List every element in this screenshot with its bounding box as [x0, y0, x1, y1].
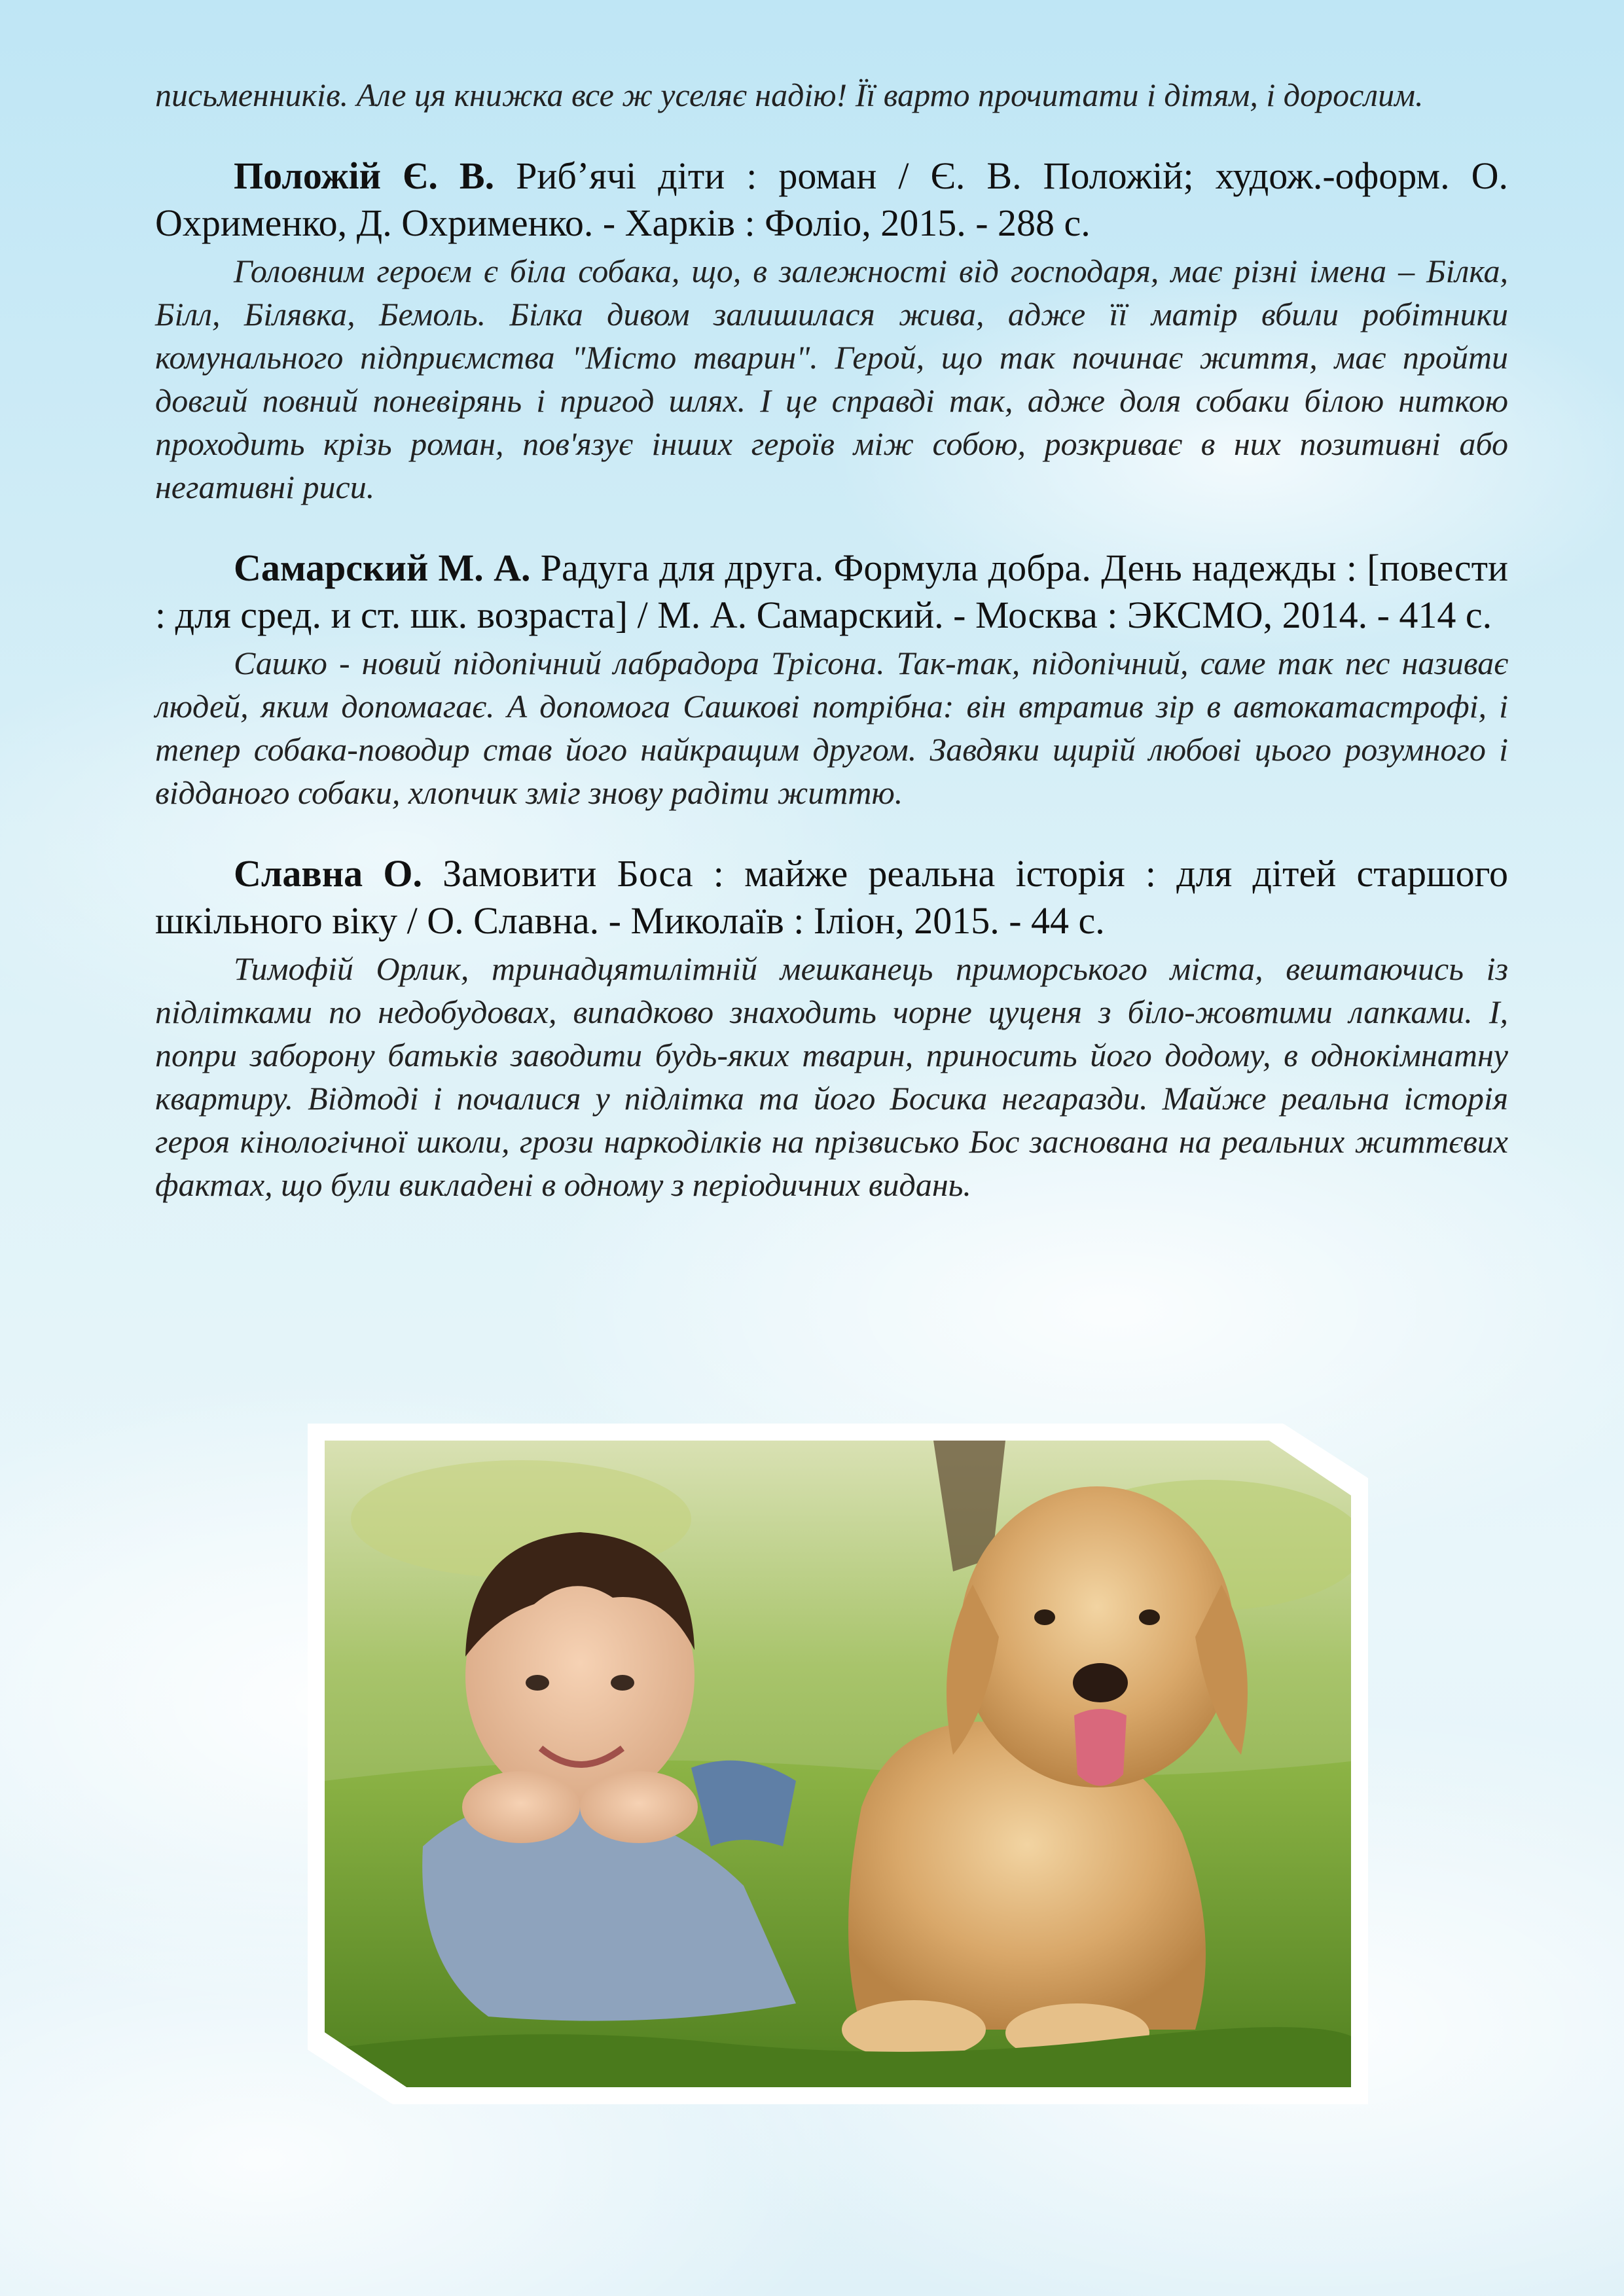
entry-annotation: Сашко - новий підопічний лабрадора Трісона. Так-так, підопічний, саме так пес називає людей, яким допомагає. А допомога Сашкові потрібна: він втратив зір в автокатастрофі, і тепер собака-поводир став його найкращим другом. Завдяки щирій любові цього розумного і відданого собаки, хлопчик зміг знову радіти життю.	[155, 645, 1508, 811]
entry-polozhiy	[155, 152, 1508, 247]
entry-annotation: Тимофій Орлик, тринадцятилітній мешканець приморського міста, вештаючись із підлітками по недобудовах, випадково знаходить чорне цуценя з біло-жовтими лапками. І, попри заборону батьків заводити будь-яких тварин, приносить його додому, в однокімнатну квартиру. Відтоді і почалися у підлітка та його Босика негаразди. Майже реальна історія героя кінологічної школи, грози наркоділків на прізвисько Бос заснована на реальних життєвих фактах, що були викладені в одному з періодичних видань.	[155, 950, 1508, 1203]
entry-author: Самарский М. А.	[234, 547, 531, 589]
entry-citation: Радуга для друга. Формула добра. День надежды : [повести : для сред. и ст. шк. возраста] / М. А. Самарский. - Москва : ЭКСМО, 2014. - 414 с.	[155, 547, 1509, 636]
entry-slavna	[155, 850, 1508, 944]
entry-annotation: Головним героєм є біла собака, що, в залежності від господаря, має різні імена – Білка, Білл, Білявка, Бемоль. Білка дивом залишилася жива, адже її матір вбили робітники комунального підприємства "Місто тварин". Герой, що так починає життя, має пройти довгий повний поневірянь і пригод шлях. І це справді так, адже доля собаки білою ниткою проходить крізь роман, пов'язує інших героїв між собою, розкриває в них позитивні або негативні риси.	[155, 253, 1508, 505]
entry-author: Положій Є. В.	[234, 154, 495, 197]
page-text	[155, 73, 1508, 1206]
intro-annotation: письменників. Але ця книжка все ж уселяє надію! Її варто прочитати і дітям, і дорослим.	[155, 77, 1424, 113]
photo-frame	[308, 1424, 1368, 2104]
entry-citation: Риб’ячі діти : роман / Є. В. Положій; худож.-оформ. О. Охрименко, Д. Охрименко. - Харків : Фоліо, 2015. - 288 с.	[155, 154, 1508, 244]
photo-illustration	[325, 1441, 1351, 2087]
boy-and-dog-photo	[325, 1441, 1351, 2087]
entry-samarsky	[155, 545, 1508, 639]
entry-citation: Замовити Боса : майже реальна історія : для дітей старшого шкільного віку / О. Славна. - Миколаїв : Іліон, 2015. - 44 с.	[155, 852, 1508, 942]
entry-author: Славна О.	[234, 852, 422, 895]
